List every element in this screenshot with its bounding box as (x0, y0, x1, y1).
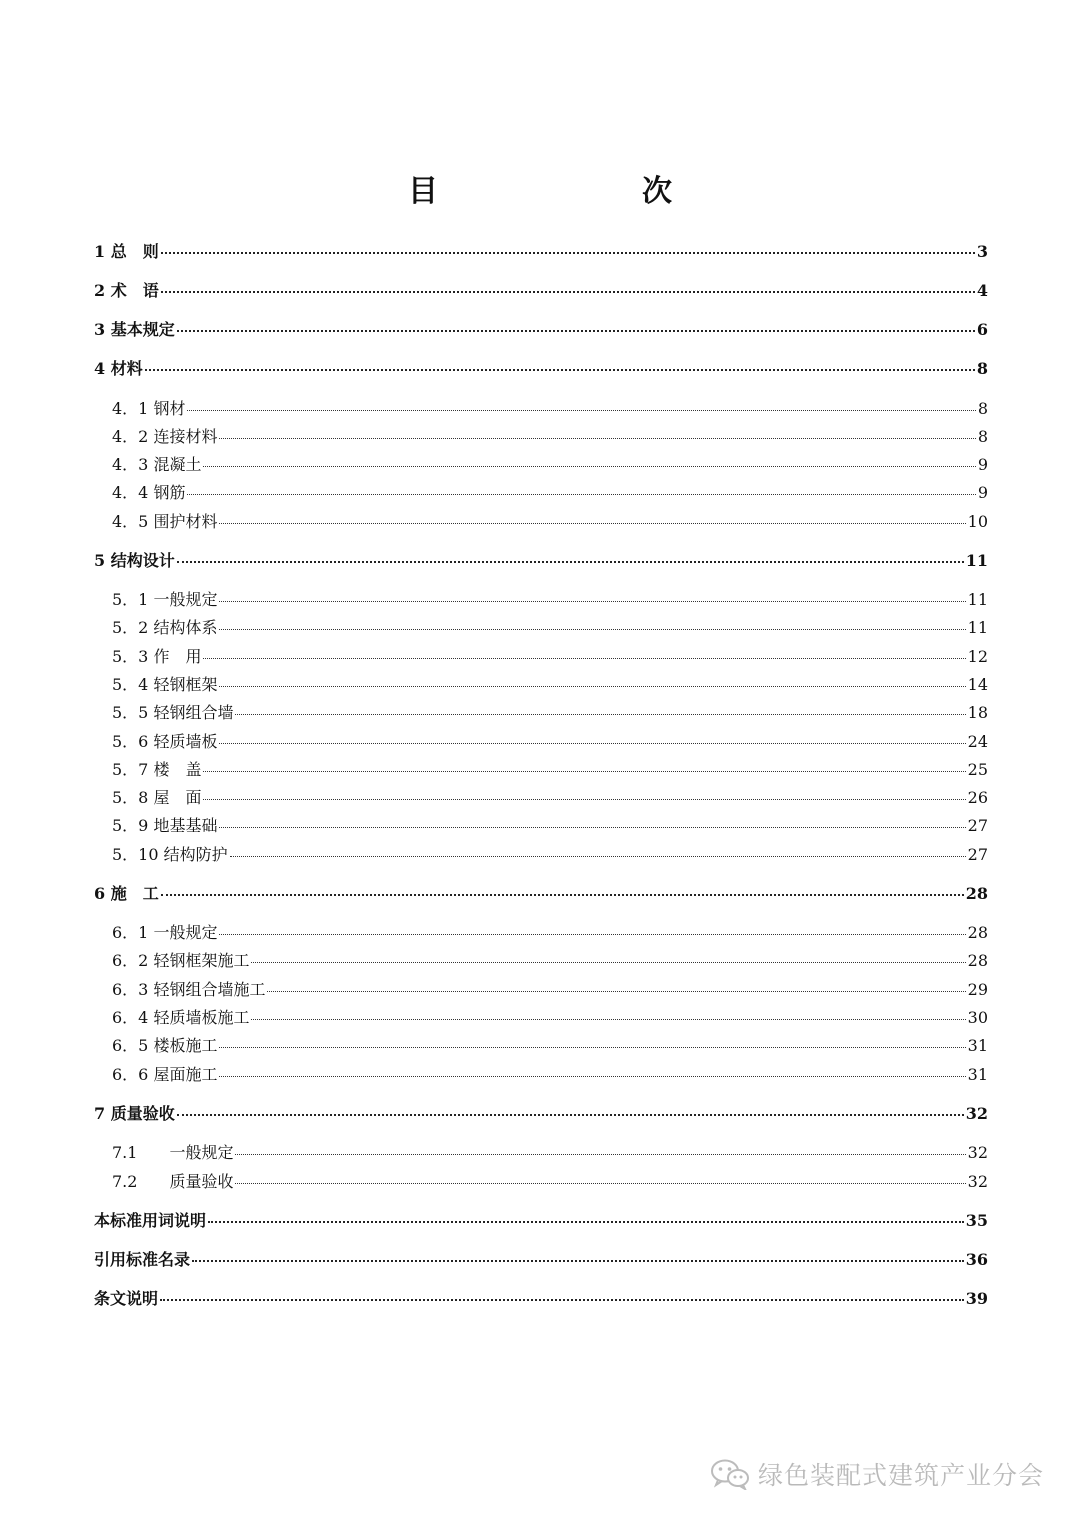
toc-entry-page: 18 (967, 703, 988, 722)
toc-entry-label: 7.1 一般规定 (112, 1143, 234, 1162)
toc-dot-leader (160, 1299, 964, 1301)
toc-dot-leader (219, 438, 975, 439)
toc-entry[interactable] (94, 278, 988, 301)
toc-entry[interactable] (94, 920, 988, 943)
toc-entry[interactable] (94, 881, 988, 904)
toc-entry[interactable] (94, 548, 988, 571)
toc-entry[interactable] (94, 396, 988, 419)
toc-entry[interactable] (94, 1033, 988, 1056)
toc-entry-page: 28 (967, 923, 988, 942)
toc-entry[interactable] (94, 587, 988, 610)
toc-entry[interactable] (94, 424, 988, 447)
toc-dot-leader (251, 1019, 965, 1020)
toc-entry-page: 25 (967, 760, 988, 779)
toc-entry-page: 39 (965, 1289, 988, 1308)
toc-entry[interactable] (94, 813, 988, 836)
toc-entry[interactable] (94, 509, 988, 532)
toc-entry-page: 28 (967, 951, 988, 970)
toc-entry-label: 5 结构设计 (94, 551, 175, 570)
toc-entry-label: 4．5 围护材料 (112, 512, 218, 531)
toc-entry-label: 2 术 语 (94, 281, 159, 300)
toc-entry-page: 27 (967, 816, 988, 835)
toc-dot-leader (219, 1047, 965, 1048)
toc-dot-leader (219, 827, 965, 828)
toc-entry-label: 7 质量验收 (94, 1104, 175, 1123)
toc-entry-label: 4．1 钢材 (112, 399, 186, 418)
toc-dot-leader (177, 561, 964, 563)
toc-entry-label: 6．4 轻质墙板施工 (112, 1008, 250, 1027)
toc-entry[interactable] (94, 1062, 988, 1085)
toc-entry-page: 24 (967, 732, 988, 751)
toc-dot-leader (219, 1076, 965, 1077)
toc-dot-leader (145, 369, 975, 371)
toc-entry-label: 5．8 屋 面 (112, 788, 202, 807)
toc-entry-page: 35 (965, 1211, 988, 1230)
watermark-text: 绿色装配式建筑产业分会 (757, 1461, 1044, 1490)
toc-entry-page: 9 (977, 483, 988, 502)
toc-entry-page: 36 (965, 1250, 988, 1269)
toc-entry-label: 6．1 一般规定 (112, 923, 218, 942)
toc-entry[interactable] (94, 615, 988, 638)
toc-entry-label: 条文说明 (94, 1289, 159, 1308)
watermark (710, 1456, 1044, 1492)
toc-entry[interactable] (94, 644, 988, 667)
toc-entry-label: 本标准用词说明 (94, 1211, 207, 1230)
toc-dot-leader (235, 1183, 965, 1184)
wechat-icon (710, 1458, 750, 1490)
toc-entry[interactable] (94, 1140, 988, 1163)
toc-entry-label: 5．1 一般规定 (112, 590, 218, 609)
toc-dot-leader (230, 856, 966, 857)
toc-dot-leader (192, 1260, 964, 1262)
toc-entry[interactable] (94, 452, 988, 475)
toc-entry-label: 4 材料 (94, 359, 143, 378)
toc-entry-page: 29 (967, 980, 988, 999)
toc-dot-leader (203, 771, 965, 772)
toc-dot-leader (208, 1221, 964, 1223)
toc-entry-page: 8 (977, 427, 988, 446)
toc-entry[interactable] (94, 977, 988, 1000)
toc-entry-page: 27 (967, 845, 988, 864)
toc-entry-page: 3 (976, 242, 988, 261)
toc-entry-label: 1 总 则 (94, 242, 159, 261)
toc-entry-page: 4 (976, 281, 988, 300)
toc-dot-leader (161, 291, 975, 293)
toc-dot-leader (177, 330, 975, 332)
toc-entry-page: 10 (967, 512, 988, 531)
toc-entry[interactable] (94, 1005, 988, 1028)
toc-entry[interactable] (94, 1169, 988, 1192)
toc-entry-page: 8 (976, 359, 988, 378)
toc-dot-leader (219, 523, 965, 524)
toc-entry-label: 5．10 结构防护 (112, 845, 228, 864)
toc-entry[interactable] (94, 1101, 988, 1124)
toc-dot-leader (203, 658, 965, 659)
toc-entry-label: 6．5 楼板施工 (112, 1036, 218, 1055)
toc-entry-label: 5．2 结构体系 (112, 618, 218, 637)
toc-dot-leader (203, 799, 965, 800)
toc-dot-leader (187, 410, 975, 411)
toc-entry-label: 3 基本规定 (94, 320, 175, 339)
toc-dot-leader (219, 601, 965, 602)
toc-entry-page: 8 (977, 399, 988, 418)
toc-entry-label: 6．3 轻钢组合墙施工 (112, 980, 266, 999)
toc-entry-page: 14 (967, 675, 988, 694)
toc-entry-page: 31 (967, 1065, 988, 1084)
toc-entry-label: 5．4 轻钢框架 (112, 675, 218, 694)
toc-entry-label: 5．6 轻质墙板 (112, 732, 218, 751)
toc-entry-label: 6．6 屋面施工 (112, 1065, 218, 1084)
toc-entry[interactable] (94, 356, 988, 379)
toc-entry-page: 9 (977, 455, 988, 474)
toc-entry[interactable] (94, 948, 988, 971)
toc-dot-leader (203, 466, 975, 467)
toc-entry[interactable] (94, 785, 988, 808)
toc-entry-page: 6 (976, 320, 988, 339)
toc-dot-leader (235, 714, 965, 715)
toc-entry[interactable] (94, 239, 988, 262)
toc-entry-page: 32 (967, 1143, 988, 1162)
toc-entry[interactable] (94, 672, 988, 695)
toc-dot-leader (219, 686, 965, 687)
toc-entry-page: 31 (967, 1036, 988, 1055)
toc-entry-label: 4．3 混凝土 (112, 455, 202, 474)
toc-entry-label: 6．2 轻钢框架施工 (112, 951, 250, 970)
toc-dot-leader (219, 934, 965, 935)
toc-dot-leader (161, 894, 964, 896)
toc-dot-leader (177, 1114, 964, 1116)
toc-entry-label: 5．3 作 用 (112, 647, 202, 666)
toc-dot-leader (219, 629, 965, 630)
toc-entry-page: 11 (967, 618, 988, 637)
toc-entry-label: 7.2 质量验收 (112, 1172, 234, 1191)
toc-entry[interactable] (94, 700, 988, 723)
toc-dot-leader (161, 252, 975, 254)
toc-entry-page: 30 (967, 1008, 988, 1027)
toc-entry-label: 6 施 工 (94, 884, 159, 903)
toc-entry[interactable] (94, 480, 988, 503)
page-title: 目 次 (408, 174, 720, 209)
toc-entry-page: 11 (965, 551, 988, 570)
toc-entry-page: 12 (967, 647, 988, 666)
toc-entry-label: 4．2 连接材料 (112, 427, 218, 446)
toc-entry[interactable] (94, 1247, 988, 1270)
toc-entry-page: 32 (965, 1104, 988, 1123)
toc-entry-page: 26 (967, 788, 988, 807)
toc-entry-label: 引用标准名录 (94, 1250, 191, 1269)
toc-dot-leader (187, 494, 975, 495)
toc-dot-leader (251, 962, 965, 963)
toc-entry[interactable] (94, 729, 988, 752)
toc-entry[interactable] (94, 1286, 988, 1309)
toc-entry-page: 32 (967, 1172, 988, 1191)
toc-entry-page: 28 (965, 884, 988, 903)
toc-dot-leader (267, 991, 965, 992)
toc-entry-label: 5．7 楼 盖 (112, 760, 202, 779)
toc-entry-label: 4．4 钢筋 (112, 483, 186, 502)
toc-entry-label: 5．5 轻钢组合墙 (112, 703, 234, 722)
toc-dot-leader (219, 743, 965, 744)
toc-entry-page: 11 (967, 590, 988, 609)
toc-entry[interactable] (94, 317, 988, 340)
toc-entry[interactable] (94, 842, 988, 865)
toc-entry[interactable] (94, 757, 988, 780)
toc-entry-label: 5．9 地基基础 (112, 816, 218, 835)
toc-entry[interactable] (94, 1208, 988, 1231)
toc-dot-leader (235, 1154, 965, 1155)
